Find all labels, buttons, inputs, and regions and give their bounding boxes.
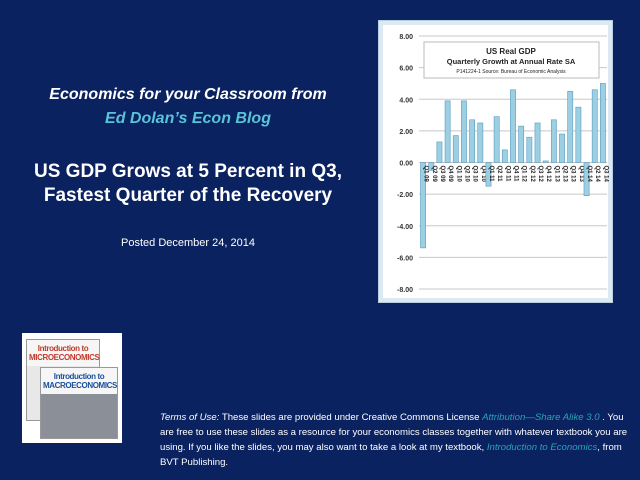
textbook-link[interactable]: Introduction to Economics: [486, 442, 598, 453]
y-tick-label: 0.00: [399, 160, 413, 168]
x-tick-label: Q4 13: [577, 165, 584, 182]
bar-q3-11: [502, 150, 507, 163]
bar-q1-12: [519, 126, 524, 162]
bar-q3-09: [437, 142, 442, 163]
bar-q3-12: [535, 123, 540, 163]
x-tick-label: Q4 11: [512, 165, 519, 182]
bar-q2-10: [461, 101, 466, 163]
x-tick-label: Q2 09: [430, 165, 437, 182]
y-tick-label: -6.00: [397, 255, 413, 263]
gdp-chart: [378, 20, 613, 303]
book-title-micro: Introduction to MICROECONOMICS: [29, 344, 100, 362]
terms-text-2: . You are free to use these slides as a resource for your economics classes together with whatever textbook you are using. If you like the slides, you may also want to take a look at my textbook,: [160, 412, 628, 453]
bar-q2-14: [592, 90, 597, 163]
posted-date: Posted December 24, 2014: [121, 237, 255, 249]
bar-q4-12: [543, 161, 548, 163]
x-tick-label: Q4 09: [447, 165, 454, 182]
y-tick-label: -8.00: [397, 287, 413, 294]
book-title-macro: Introduction to MACROECONOMICS: [43, 372, 117, 390]
chart-subtitle: Quarterly Growth at Annual Rate SA: [446, 57, 576, 66]
x-tick-label: Q4 10: [479, 165, 486, 182]
chart-svg: [379, 21, 612, 302]
y-tick-label: -4.00: [397, 223, 413, 231]
terms-text-3: , from BVT Publishing.: [160, 442, 622, 468]
x-tick-label: Q3 11: [504, 165, 511, 182]
bar-q2-13: [559, 134, 564, 162]
x-tick-label: Q1 11: [487, 165, 494, 182]
bar-q3-10: [470, 120, 475, 163]
x-tick-label: Q3 13: [569, 165, 576, 182]
x-tick-label: Q1 12: [520, 165, 527, 182]
terms-label: Terms of Use:: [160, 412, 220, 423]
bar-q4-13: [576, 107, 581, 162]
x-tick-label: Q1 13: [553, 165, 560, 182]
bar-q1-10: [453, 136, 458, 163]
x-tick-label: Q3 09: [438, 165, 445, 182]
bar-q2-11: [494, 117, 499, 163]
license-link[interactable]: Attribution—Share Alike 3.0: [482, 412, 600, 423]
chart-source: P141224-1 Source: Bureau of Economic Analysis: [456, 69, 566, 75]
y-tick-label: 2.00: [399, 128, 413, 136]
bar-q1-13: [551, 120, 556, 163]
x-tick-label: Q1 10: [455, 165, 462, 182]
y-tick-label: 6.00: [399, 65, 413, 73]
terms-text-1: These slides are provided under Creative Commons License: [219, 412, 483, 423]
x-tick-label: Q2 13: [561, 165, 568, 182]
x-tick-label: Q3 10: [471, 165, 478, 182]
x-tick-label: Q3 12: [537, 165, 544, 182]
x-tick-label: Q1 09: [422, 165, 429, 182]
y-tick-label: -2.00: [397, 192, 413, 200]
x-tick-label: Q2 14: [594, 165, 601, 182]
textbook-image: [22, 333, 122, 443]
terms-of-use: [160, 410, 635, 470]
bar-q4-10: [478, 123, 483, 163]
x-tick-label: Q3 14: [602, 165, 609, 182]
x-tick-label: Q2 10: [463, 165, 470, 182]
bar-q4-09: [445, 101, 450, 163]
heading-line-1: Economics for your Classroom from: [49, 86, 327, 103]
chart-title: US Real GDP: [486, 47, 536, 56]
heading-line-2: Ed Dolan’s Econ Blog: [105, 110, 271, 127]
bar-q4-11: [510, 90, 515, 163]
x-tick-label: Q2 11: [496, 165, 503, 182]
bar-q2-12: [527, 137, 532, 162]
y-tick-label: 4.00: [399, 97, 413, 105]
slide-title: US GDP Grows at 5 Percent in Q3, Fastest Quarter of the Recovery: [34, 161, 342, 206]
bar-q3-13: [568, 91, 573, 162]
x-tick-label: Q2 12: [528, 165, 535, 182]
x-tick-label: Q1 14: [586, 165, 593, 182]
x-tick-label: Q4 12: [545, 165, 552, 182]
book-cover-macro: [40, 367, 118, 439]
y-tick-label: 8.00: [399, 34, 413, 41]
bar-q3-14: [600, 83, 605, 162]
